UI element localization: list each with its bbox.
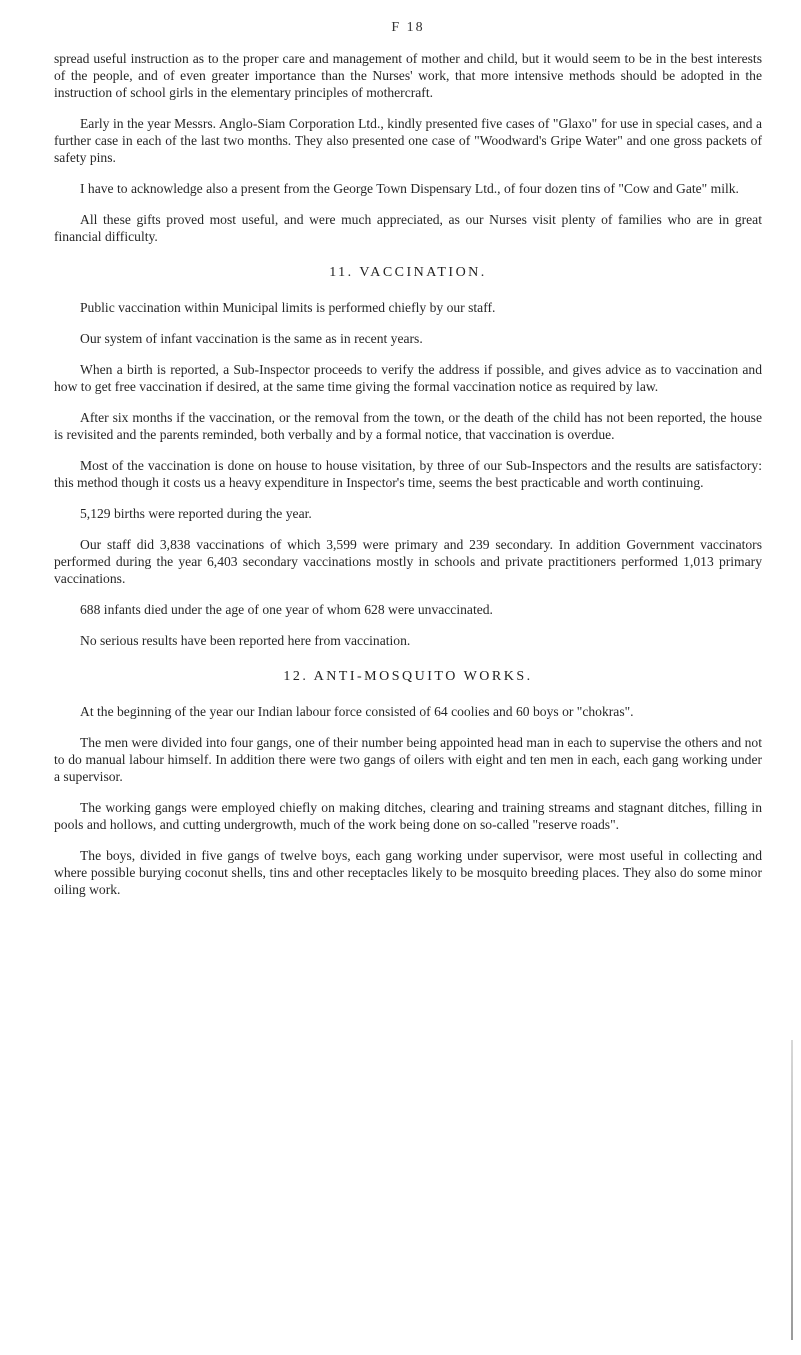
vaccination-paragraph: Public vaccination within Municipal limits is performed chiefly by our staff. xyxy=(80,300,496,315)
section-heading-anti-mosquito: 12. ANTI-MOSQUITO WORKS. xyxy=(283,669,533,684)
vaccination-paragraph: When a birth is reported, a Sub-Inspector proceeds to verify the address if possible, and gives advice as to vaccination and how to get free vaccination if desired, at the same time giving the formal vaccination notice as required by law. xyxy=(54,362,762,394)
vaccination-paragraph: 5,129 births were reported during the year. xyxy=(80,506,312,521)
section-heading-vaccination: 11. VACCINATION. xyxy=(329,265,487,280)
anti-mosquito-paragraph: The working gangs were employed chiefly on making ditches, clearing and training streams and stagnant ditches, filling in pools and hollows, and cutting undergrowth, much of the work being done on so-called "reserve roads". xyxy=(54,800,762,832)
vaccination-paragraph: No serious results have been reported here from vaccination. xyxy=(80,633,411,648)
paragraph-dispensary-gift: I have to acknowledge also a present from the George Town Dispensary Ltd., of four dozen tins of "Cow and Gate" milk. xyxy=(80,181,739,196)
page-number: F 18 xyxy=(391,20,425,35)
anti-mosquito-paragraph: The men were divided into four gangs, one of their number being appointed head man in each to supervise the others and not to do manual labour himself. In addition there were two gangs of oilers with eight and ten men in each, each gang working under a supervisor. xyxy=(54,735,762,784)
vaccination-paragraph: 688 infants died under the age of one year of whom 628 were unvaccinated. xyxy=(80,602,493,617)
paragraph-anglo-siam-gifts: Early in the year Messrs. Anglo-Siam Corporation Ltd., kindly presented five cases of "Glaxo" for use in special cases, and a further case in each of the last two months. They also presented one case of "Woodward's Gripe Water" and one gross packets of safety pins. xyxy=(54,116,762,165)
vaccination-paragraph: Our staff did 3,838 vaccinations of which 3,599 were primary and 239 secondary. In addition Government vaccinators performed during the year 6,403 secondary vaccinations mostly in schools and private practitioners performed 1,013 primary vaccinations. xyxy=(54,537,762,586)
vaccination-paragraph: Our system of infant vaccination is the same as in recent years. xyxy=(80,331,423,346)
vaccination-paragraph: Most of the vaccination is done on house to house visitation, by three of our Sub-Inspectors and the results are satisfactory: this method though it costs us a heavy expenditure in Inspector's time, seems the best practicable and worth continuing. xyxy=(54,458,762,490)
anti-mosquito-paragraph: At the beginning of the year our Indian labour force consisted of 64 coolies and 60 boys or "chokras". xyxy=(80,704,634,719)
vaccination-paragraph: After six months if the vaccination, or the removal from the town, or the death of the child has not been reported, the house is revisited and the parents reminded, both verbally and by a formal notice, that vaccination is overdue. xyxy=(54,410,762,442)
anti-mosquito-paragraph: The boys, divided in five gangs of twelve boys, each gang working under supervisor, were most useful in collecting and where possible burying coconut shells, tins and other receptacles likely to be mosquito breeding places. They also do some minor oiling work. xyxy=(54,848,762,897)
paragraph-gifts-useful: All these gifts proved most useful, and were much appreciated, as our Nurses visit plenty of families who are in great financial difficulty. xyxy=(54,212,762,244)
document-page xyxy=(54,20,762,912)
scan-edge-shadow xyxy=(791,1040,793,1340)
paragraph-mothercraft: spread useful instruction as to the proper care and management of mother and child, but it would seem to be in the best interests of the people, and of even greater importance than the Nurses' work, that more intensive methods should be adopted in the instruction of school girls in the elementary principles of mothercraft. xyxy=(54,51,762,100)
